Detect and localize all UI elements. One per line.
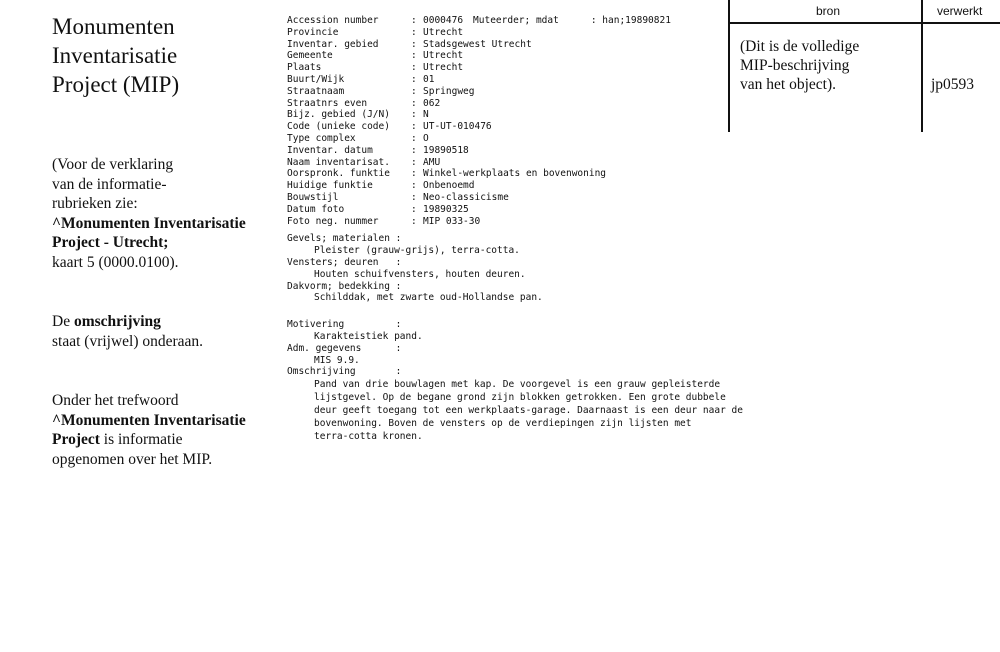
field-value: Stadsgewest Utrecht <box>423 38 532 50</box>
source-cell: (Dit is de volledige MIP-beschrijving van het object). <box>740 38 860 93</box>
field-label: Inventar. gebied <box>287 38 379 50</box>
field-value: Utrecht <box>423 62 464 74</box>
field-value: AMU <box>423 156 441 168</box>
reference-keyword: ^Monumenten Inventarisatie <box>52 214 246 232</box>
table-divider <box>921 0 923 132</box>
accession-row: Accession number : 0000476 Mutеerder; mdat : han;19890821 <box>287 15 671 26</box>
field-label: Straatnaam <box>287 85 345 97</box>
field-value: Winkel-werkplaats en bovenwoning <box>423 168 607 180</box>
field-label: Datum foto <box>287 203 345 215</box>
field-value: Utrecht <box>423 50 464 62</box>
field-label: Plaats <box>287 62 322 74</box>
record-field-row: Buurt/Wijk : 01 <box>287 73 435 85</box>
table-divider <box>728 0 730 132</box>
description-text: Pand van drie bouwlagen met kap. De voorgevel is een grauw gepleisterde lijstgevel. Op de begane grond zijn blokken getrokken. Een grote dubbele deur geeft toegang tot een werkplaats-garage. Daarnaast is een deur naar de bovenwoning. Boven de vensters op de verdiepingen zijn lijsten met terra-cotta kronen. <box>314 379 743 443</box>
field-label: Foto neg. nummer <box>287 215 379 227</box>
record-field-row: Foto neg. nummer : MIP 033-30 <box>287 215 481 227</box>
record-field-row: Inventar. datum : 19890518 <box>287 144 469 156</box>
record-descriptions: Gevels; materialen : Pleister (grauw-grijs), terra-cotta. Vensters; deuren : Houten schuifvensters, houten deuren. Dakvorm; bedekking : Schilddak, met zwarte oud-Hollandse pan. Motivering : Karakteistiek pand. Adm. gegevens : MIS 9.9. Omschrijving : Pand van drie bouwlagen met kap. De voorgevel is een grauw gepleisterde lijstgevel. Op de begane grond zijn blokken getrokken. Een grote dubbele deur geeft toegang tot een werkplaats-garage. Daarnaast is een deur naar de bovenwoning. Boven de vensters op de verdiepingen zijn lijsten met terra-cotta kronen. <box>287 233 834 443</box>
table-header-divider <box>728 22 1000 24</box>
field-label: Straatnrs even <box>287 97 368 109</box>
field-label: Naam inventarisat. <box>287 156 390 168</box>
field-value: O <box>423 132 429 144</box>
field-value: 19890518 <box>423 144 469 156</box>
field-value: Neo-classicisme <box>423 191 509 203</box>
record-field-row: Gemeente : Utrecht <box>287 50 464 62</box>
record-field-row: Huidige funktie : Onbenoemd <box>287 180 475 192</box>
record-field-row: Oorspronk. funktie : Winkel-werkplaats en bovenwoning <box>287 168 607 180</box>
record-field-row: Naam inventarisat. : AMU <box>287 156 441 168</box>
field-label: Type complex <box>287 132 356 144</box>
record-field-row: Straatnrs even : 062 <box>287 97 441 109</box>
field-label: Inventar. datum <box>287 144 373 156</box>
field-value: UT-UT-010476 <box>423 121 492 133</box>
field-value: 19890325 <box>423 203 469 215</box>
record-field-row: Inventar. gebied : Stadsgewest Utrecht <box>287 38 532 50</box>
field-label: Buurt/Wijk <box>287 73 345 85</box>
record-field-row: Plaats : Utrecht <box>287 62 464 74</box>
processed-cell: jp0593 <box>931 76 975 93</box>
record-field-row: Type complex : O <box>287 132 429 144</box>
field-value: MIP 033-30 <box>423 215 481 227</box>
field-label: Huidige funktie <box>287 180 373 192</box>
record-field-row: Code (unieke code) : UT-UT-010476 <box>287 121 492 133</box>
field-label: Code (unieke code) <box>287 121 390 133</box>
column-header-bron: bron <box>816 4 841 18</box>
field-value: 062 <box>423 97 441 109</box>
left-column <box>52 12 277 99</box>
field-value: Utrecht <box>423 26 464 38</box>
field-value: 01 <box>423 73 435 85</box>
field-value: Onbenoemd <box>423 180 475 192</box>
page-title: Monumenten Inventarisatie Project (MIP) <box>52 14 180 97</box>
column-header-verwerkt: verwerkt <box>937 4 983 18</box>
field-label: Bouwstijl <box>287 191 339 203</box>
source-table <box>728 0 1000 132</box>
record-field-row: Provincie : Utrecht <box>287 26 464 38</box>
record-field-row: Bijz. gebied (J/N) : N <box>287 109 429 121</box>
field-label: Gemeente <box>287 50 333 62</box>
field-label: Bijz. gebied (J/N) <box>287 109 390 121</box>
field-label: Provincie <box>287 26 339 38</box>
keyword-note: Onder het trefwoord ^Monumenten Inventarisatie Project is informatie opgenomen over het MIP. <box>52 392 246 468</box>
record-field-row: Bouwstijl : Neo-classicisme <box>287 191 509 203</box>
explanation-note: (Voor de verklaring van de informatie- rubrieken zie: ^Monumenten Inventarisatie Project - Utrecht; kaart 5 (0000.0100). <box>52 156 246 271</box>
field-label: Oorspronk. funktie <box>287 168 390 180</box>
record-field-row: Datum foto : 19890325 <box>287 203 469 215</box>
record-field-row: Straatnaam : Springweg <box>287 85 475 97</box>
field-value: N <box>423 109 429 121</box>
field-value: Springweg <box>423 85 475 97</box>
description-note: De omschrijving staat (vrijwel) onderaan. <box>52 313 204 350</box>
